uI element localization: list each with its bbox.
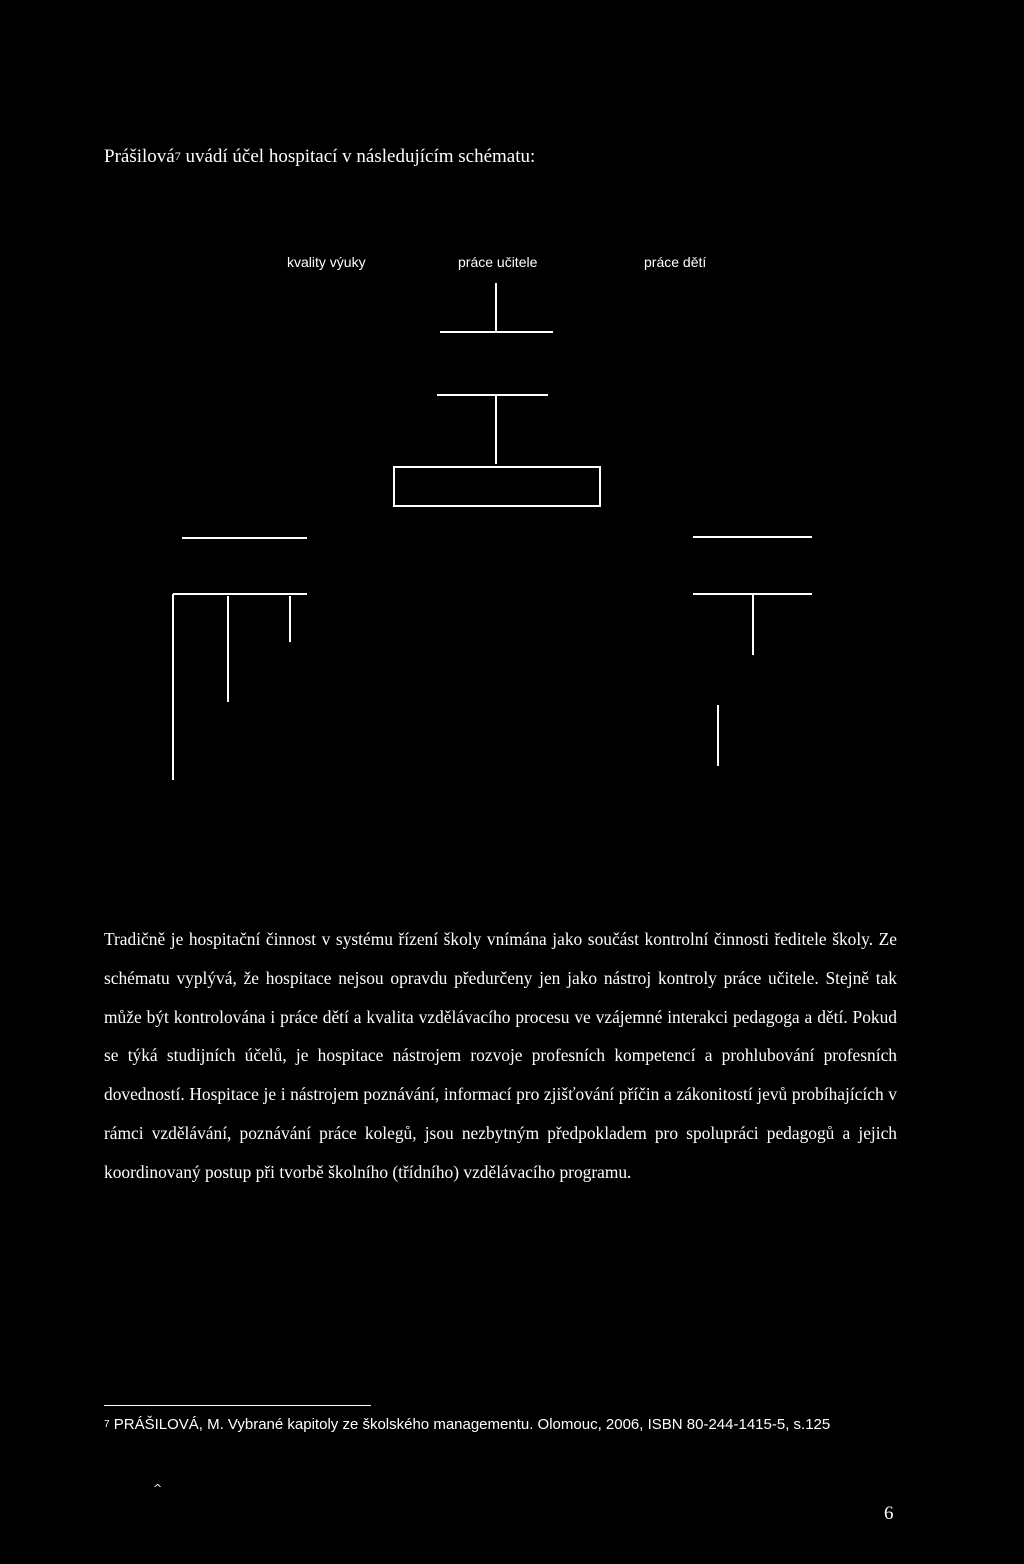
intro-sentence [104, 146, 535, 168]
schema-label-teacher-work: práce učitele [458, 254, 538, 270]
schema-label-quality: kvality výuky [287, 254, 366, 270]
footnote-number: 7 [104, 1419, 110, 1430]
body-paragraph: Tradičně je hospitační činnost v systému řízení školy vnímána jako součást kontrolní činnosti ředitele školy. Ze schématu vyplývá, že hospitace nejsou opravdu předurčeny jen jako nástroj kontroly práce učitele. Stejně tak může být kontrolována i práce dětí a kvalita vzdělávacího procesu ve vzájemné interakci pedagoga a dětí. Pokud se týká studijních účelů, je hospitace nástrojem rozvoje profesních kompetencí a prohlubování profesních dovedností. Hospitace je i nástrojem poznávání, informací pro zjišťování příčin a zákonitostí jevů probíhajících v rámci vzdělávání, poznávání práce kolegů, jsou nezbytným předpokladem pro spolupráci pedagogů a jejich koordinovaný postup při tvorbě školního (třídního) vzdělávacího programu. [104, 929, 897, 1182]
schema-box [394, 467, 600, 506]
footnote-separator [104, 1405, 371, 1406]
stray-mark: ^ [153, 1482, 163, 1495]
schema-label-children-work: práce dětí [644, 254, 707, 270]
intro-author: Prášilová [104, 146, 175, 167]
page-number: 6 [884, 1503, 894, 1524]
footnote-reference: 7 [174, 149, 181, 163]
footnote-text: PRÁŠILOVÁ, M. Vybrané kapitoly ze školského managementu. Olomouc, 2006, ISBN 80-244-1415-5, s.125 [113, 1416, 831, 1433]
footnote [104, 1414, 904, 1438]
intro-text: uvádí účel hospitací v následujícím schématu: [185, 146, 536, 167]
